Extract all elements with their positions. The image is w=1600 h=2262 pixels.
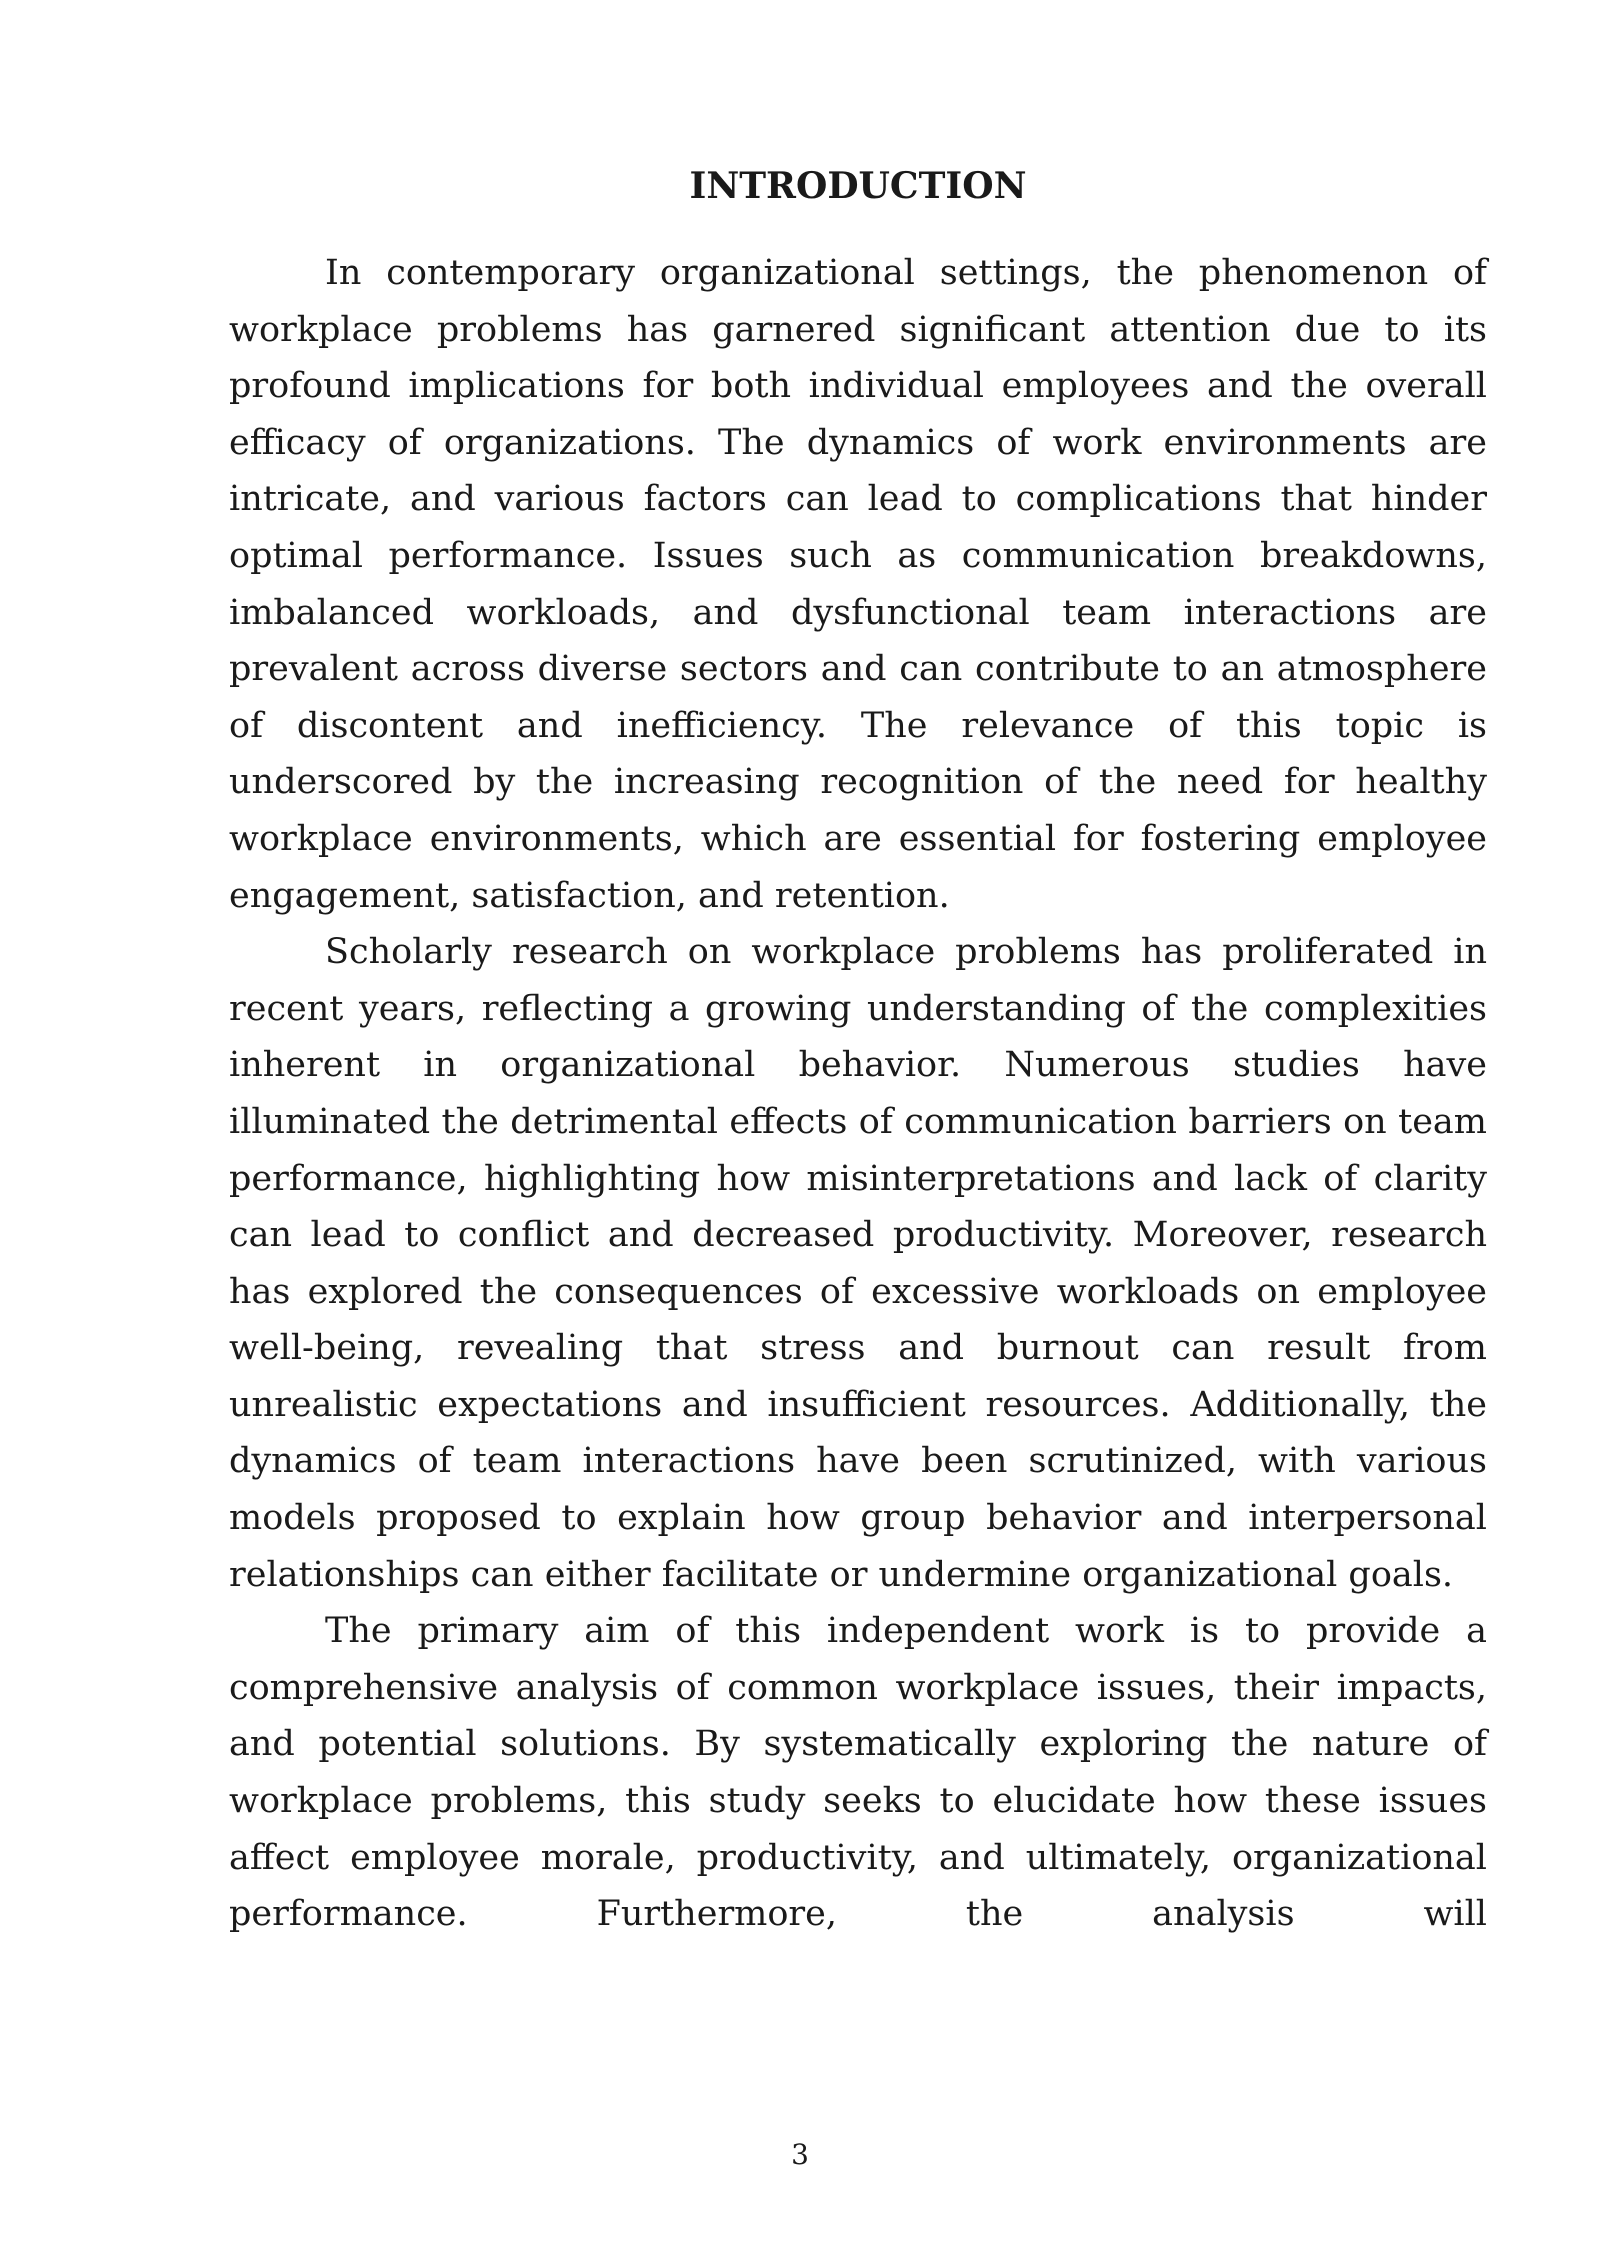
section-heading: INTRODUCTION [689,165,1027,207]
document-body [229,245,1487,1943]
paragraph-3: The primary aim of this independent work is to provide a comprehensive analysis of common workplace issues, their impacts, and potential solutions. By systematically exploring the nature of workplace problems, this study seeks to elucidate how these issues affect employee morale, productivity, and ultimately, organizational performance. Furthermore, the analysis will [229,1611,1487,1935]
paragraph-1: In contemporary organizational settings, the phenomenon of workplace problems has garnered significant attention due to its profound implications for both individual employees and the overall efficacy of organizations. The dynamics of work environments are intricate, and various factors can lead to complications that hinder optimal performance. Issues such as communication breakdowns, imbalanced workloads, and dysfunctional team interactions are prevalent across diverse sectors and can contribute to an atmosphere of discontent and inefficiency. The relevance of this topic is underscored by the increasing recognition of the need for healthy workplace environments, which are essential for fostering employee engagement, satisfaction, and retention. [229,253,1487,916]
page-number: 3 [791,2138,809,2171]
paragraph-2: Scholarly research on workplace problems has proliferated in recent years, reflecting a growing understanding of the complexities inherent in organizational behavior. Numerous studies have illuminated the detrimental effects of communication barriers on team performance, highlighting how misinterpretations and lack of clarity can lead to conflict and decreased productivity. Moreover, research has explored the consequences of excessive workloads on employee well-being, revealing that stress and burnout can result from unrealistic expectations and insufficient resources. Additionally, the dynamics of team interactions have been scrutinized, with various models proposed to explain how group behavior and interpersonal relationships can either facilitate or undermine organizational goals. [229,932,1487,1595]
